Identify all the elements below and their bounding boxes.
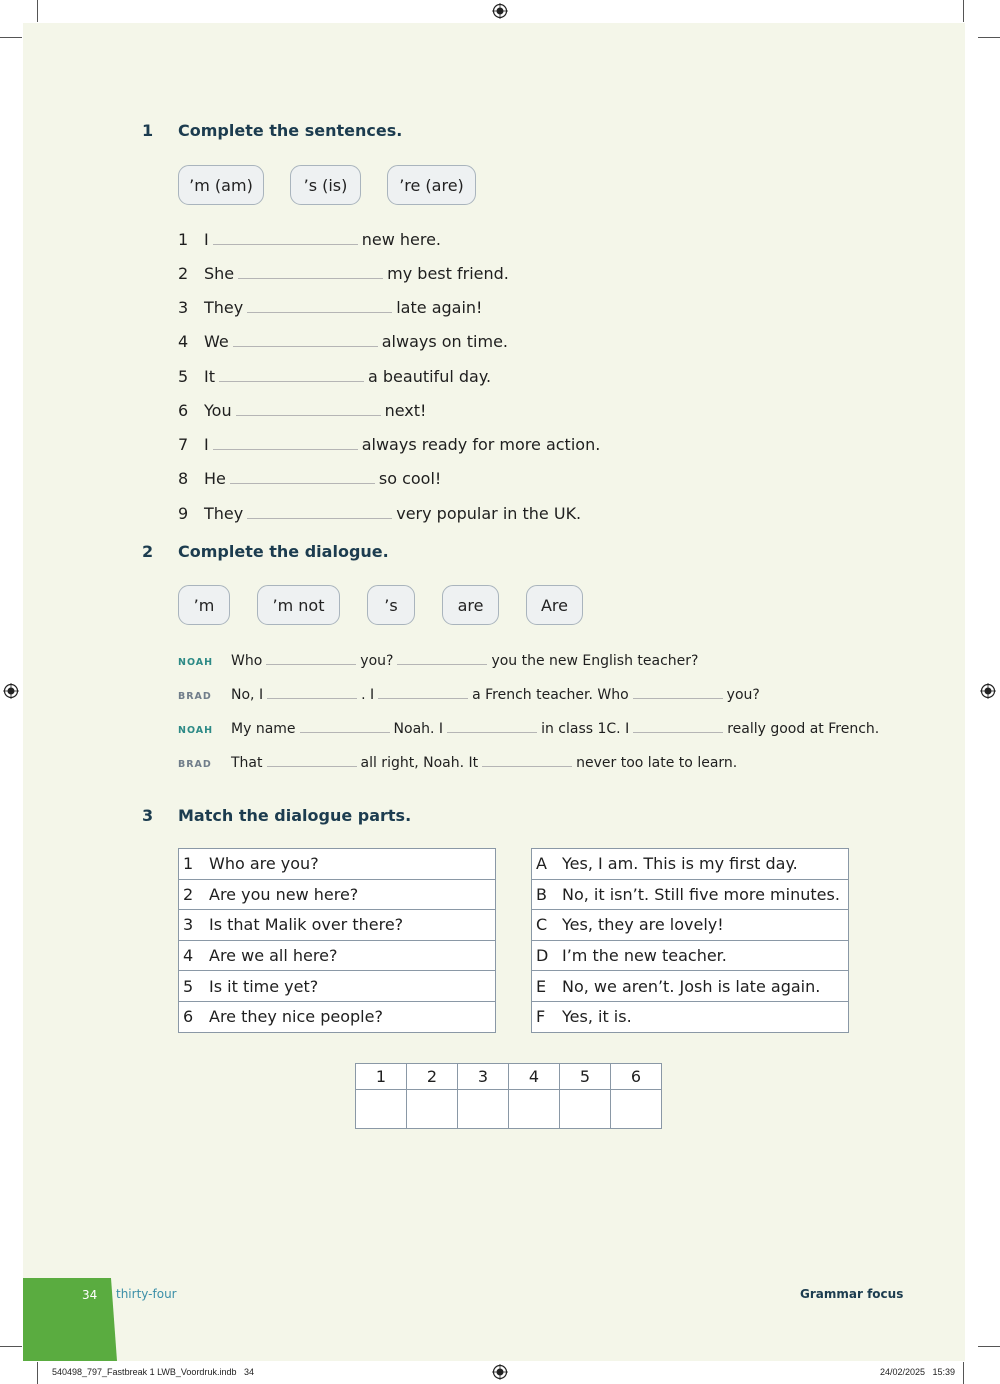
answer-blank[interactable] — [247, 517, 392, 519]
grid-header-cell: 2 — [407, 1064, 458, 1090]
question-cell — [179, 879, 496, 910]
speaker-label: NOAH — [178, 657, 214, 668]
speaker-label: BRAD — [178, 691, 212, 702]
answer-blank[interactable] — [633, 732, 723, 733]
sentence-row — [178, 264, 509, 283]
answer-text: Yes, they are lovely! — [562, 915, 724, 935]
question-text: Is it time yet? — [209, 976, 319, 996]
dialogue-text: . I — [361, 687, 375, 703]
crop-mark — [0, 1346, 22, 1347]
answer-cell — [532, 1001, 849, 1032]
question-number: 1 — [183, 854, 194, 874]
answer-cell — [532, 971, 849, 1002]
sentence-number: 7 — [178, 435, 189, 454]
answer-letter: F — [536, 1007, 546, 1027]
print-slug-date: 24/02/2025 15:39 — [880, 1367, 956, 1377]
dialogue-text: My name — [231, 721, 296, 737]
answer-cell — [532, 910, 849, 941]
question-cell — [179, 940, 496, 971]
question-text: Are we all here? — [209, 946, 338, 966]
sentence-row — [178, 469, 441, 488]
question-text: Are they nice people? — [209, 1007, 383, 1027]
answer-input-cell[interactable] — [458, 1090, 509, 1129]
sentence-end: a beautiful day. — [368, 367, 492, 386]
sentence-number: 6 — [178, 401, 189, 420]
dialogue-line — [178, 687, 760, 703]
exercise-2-title: Complete the dialogue. — [178, 542, 389, 561]
sentence-end: new here. — [361, 230, 442, 249]
sentence-number: 3 — [178, 298, 189, 317]
answer-blank[interactable] — [267, 766, 357, 767]
table-row — [532, 849, 849, 880]
table-row — [532, 1001, 849, 1032]
answer-text: No, we aren’t. Josh is late again. — [562, 976, 821, 996]
sentence-row — [178, 435, 600, 454]
answer-blank[interactable] — [266, 664, 356, 665]
sentence-start: We — [204, 332, 229, 351]
exercise-2-number: 2 — [142, 542, 154, 561]
answer-text: Yes, I am. This is my first day. — [562, 854, 798, 874]
sentence-end: very popular in the UK. — [396, 504, 582, 523]
answer-blank[interactable] — [633, 698, 723, 699]
word-option: ’re (are) — [387, 165, 476, 205]
sentence-number: 4 — [178, 332, 189, 351]
answer-text: No, it isn’t. Still five more minutes. — [562, 884, 840, 904]
registration-mark-icon — [980, 683, 996, 699]
table-row — [179, 940, 496, 971]
answer-letter: B — [536, 884, 547, 904]
dialogue-text: a French teacher. Who — [472, 687, 629, 703]
grid-header-cell: 4 — [509, 1064, 560, 1090]
sentence-end: my best friend. — [387, 264, 509, 283]
dialogue-text: you the new English teacher? — [491, 653, 699, 669]
answer-blank[interactable] — [300, 732, 390, 733]
question-text: Is that Malik over there? — [209, 915, 404, 935]
word-option: ’m not — [257, 585, 340, 625]
table-row — [179, 971, 496, 1002]
sentence-number: 2 — [178, 264, 189, 283]
grid-header-cell: 1 — [356, 1064, 407, 1090]
word-option: Are — [526, 585, 583, 625]
crop-mark — [963, 0, 964, 22]
table-row — [179, 1001, 496, 1032]
answer-input-cell[interactable] — [407, 1090, 458, 1129]
answer-input-cell[interactable] — [356, 1090, 407, 1129]
page-number-words: thirty-four — [116, 1287, 177, 1301]
answer-blank[interactable] — [238, 277, 383, 279]
answer-blank[interactable] — [219, 380, 364, 382]
exercise-1-number: 1 — [142, 121, 154, 140]
answer-grid-row — [356, 1090, 662, 1129]
crop-mark — [963, 1362, 964, 1384]
questions-table — [178, 848, 496, 1033]
answer-blank[interactable] — [482, 766, 572, 767]
question-number: 5 — [183, 976, 194, 996]
dialogue-text: Who — [231, 653, 263, 669]
table-row — [179, 849, 496, 880]
sentence-start: They — [204, 298, 244, 317]
crop-mark — [37, 1362, 38, 1384]
answer-letter: D — [536, 946, 549, 966]
dialogue-line — [178, 653, 698, 669]
dialogue-text: That — [231, 755, 263, 771]
exercise-3-number: 3 — [142, 806, 154, 825]
answer-cell — [532, 849, 849, 880]
sentence-row — [178, 504, 581, 523]
word-option: ’s (is) — [290, 165, 361, 205]
answer-input-cell[interactable] — [611, 1090, 662, 1129]
sentence-end: so cool! — [378, 469, 442, 488]
answer-grid-header — [356, 1064, 662, 1090]
dialogue-text: you? — [360, 653, 394, 669]
registration-mark-icon — [492, 1364, 508, 1380]
dialogue-line — [178, 721, 879, 737]
answer-grid — [355, 1063, 662, 1129]
answer-input-cell[interactable] — [560, 1090, 611, 1129]
answers-table — [531, 848, 849, 1033]
question-cell — [179, 971, 496, 1002]
sentence-end: always ready for more action. — [361, 435, 601, 454]
answer-blank[interactable] — [397, 664, 487, 665]
dialogue-text: Noah. I — [393, 721, 444, 737]
table-row — [532, 971, 849, 1002]
speaker-label: BRAD — [178, 759, 212, 770]
answer-cell — [532, 879, 849, 910]
answer-blank[interactable] — [213, 243, 358, 245]
word-option: ’s — [367, 585, 415, 625]
section-name: Grammar focus — [800, 1287, 904, 1301]
question-number: 2 — [183, 884, 194, 904]
sentence-row — [178, 332, 508, 351]
answer-text: Yes, it is. — [562, 1007, 632, 1027]
crop-mark — [37, 0, 38, 22]
dialogue-text: No, I — [231, 687, 264, 703]
sentence-start: They — [204, 504, 244, 523]
sentence-number: 1 — [178, 230, 189, 249]
answer-blank[interactable] — [378, 698, 468, 699]
exercise-3-title: Match the dialogue parts. — [178, 806, 412, 825]
answer-letter: A — [536, 854, 547, 874]
sentence-start: I — [204, 230, 209, 249]
speaker-label: NOAH — [178, 725, 214, 736]
sentence-end: next! — [384, 401, 427, 420]
answer-blank[interactable] — [230, 482, 375, 484]
sentence-start: He — [204, 469, 226, 488]
registration-mark-icon — [3, 683, 19, 699]
question-cell — [179, 910, 496, 941]
sentence-start: I — [204, 435, 209, 454]
page-number: 34 — [82, 1288, 98, 1302]
sentence-number: 9 — [178, 504, 189, 523]
sentence-start: You — [204, 401, 232, 420]
answer-blank[interactable] — [213, 448, 358, 450]
question-number: 6 — [183, 1007, 194, 1027]
dialogue-line — [178, 755, 737, 771]
dialogue-text: you? — [726, 687, 760, 703]
dialogue-text: never too late to learn. — [576, 755, 738, 771]
grid-header-cell: 5 — [560, 1064, 611, 1090]
table-row — [532, 879, 849, 910]
crop-mark — [978, 37, 1000, 38]
answer-blank[interactable] — [233, 345, 378, 347]
answer-blank[interactable] — [247, 311, 392, 313]
question-cell — [179, 849, 496, 880]
sentence-number: 8 — [178, 469, 189, 488]
question-text: Are you new here? — [209, 884, 359, 904]
table-row — [532, 940, 849, 971]
dialogue-text: really good at French. — [727, 721, 880, 737]
sentence-number: 5 — [178, 367, 189, 386]
question-cell — [179, 1001, 496, 1032]
grid-header-cell: 6 — [611, 1064, 662, 1090]
sentence-row — [178, 230, 441, 249]
answer-blank[interactable] — [267, 698, 357, 699]
answer-blank[interactable] — [236, 414, 381, 416]
page-number-tab — [23, 1278, 117, 1361]
answer-blank[interactable] — [447, 732, 537, 733]
table-row — [179, 879, 496, 910]
table-row — [179, 910, 496, 941]
answer-text: I’m the new teacher. — [562, 946, 727, 966]
dialogue-text: all right, Noah. It — [360, 755, 479, 771]
table-row — [532, 910, 849, 941]
sentence-end: always on time. — [381, 332, 509, 351]
answer-letter: E — [536, 976, 547, 996]
grid-header-cell: 3 — [458, 1064, 509, 1090]
dialogue-text: in class 1C. I — [541, 721, 630, 737]
registration-mark-icon — [492, 3, 508, 19]
question-number: 4 — [183, 946, 194, 966]
sentence-end: late again! — [396, 298, 483, 317]
question-text: Who are you? — [209, 854, 319, 874]
sentence-row — [178, 298, 482, 317]
answer-letter: C — [536, 915, 548, 935]
word-option: are — [442, 585, 499, 625]
crop-mark — [978, 1346, 1000, 1347]
sentence-row — [178, 401, 426, 420]
exercise-1-title: Complete the sentences. — [178, 121, 403, 140]
sentence-start: She — [204, 264, 235, 283]
answer-input-cell[interactable] — [509, 1090, 560, 1129]
question-number: 3 — [183, 915, 194, 935]
sentence-row — [178, 367, 491, 386]
word-option: ’m — [178, 585, 230, 625]
print-slug-file: 540498_797_Fastbreak 1 LWB_Voordruk.indb 34 — [52, 1367, 254, 1377]
sentence-start: It — [204, 367, 215, 386]
answer-cell — [532, 940, 849, 971]
crop-mark — [0, 37, 22, 38]
word-option: ’m (am) — [178, 165, 264, 205]
